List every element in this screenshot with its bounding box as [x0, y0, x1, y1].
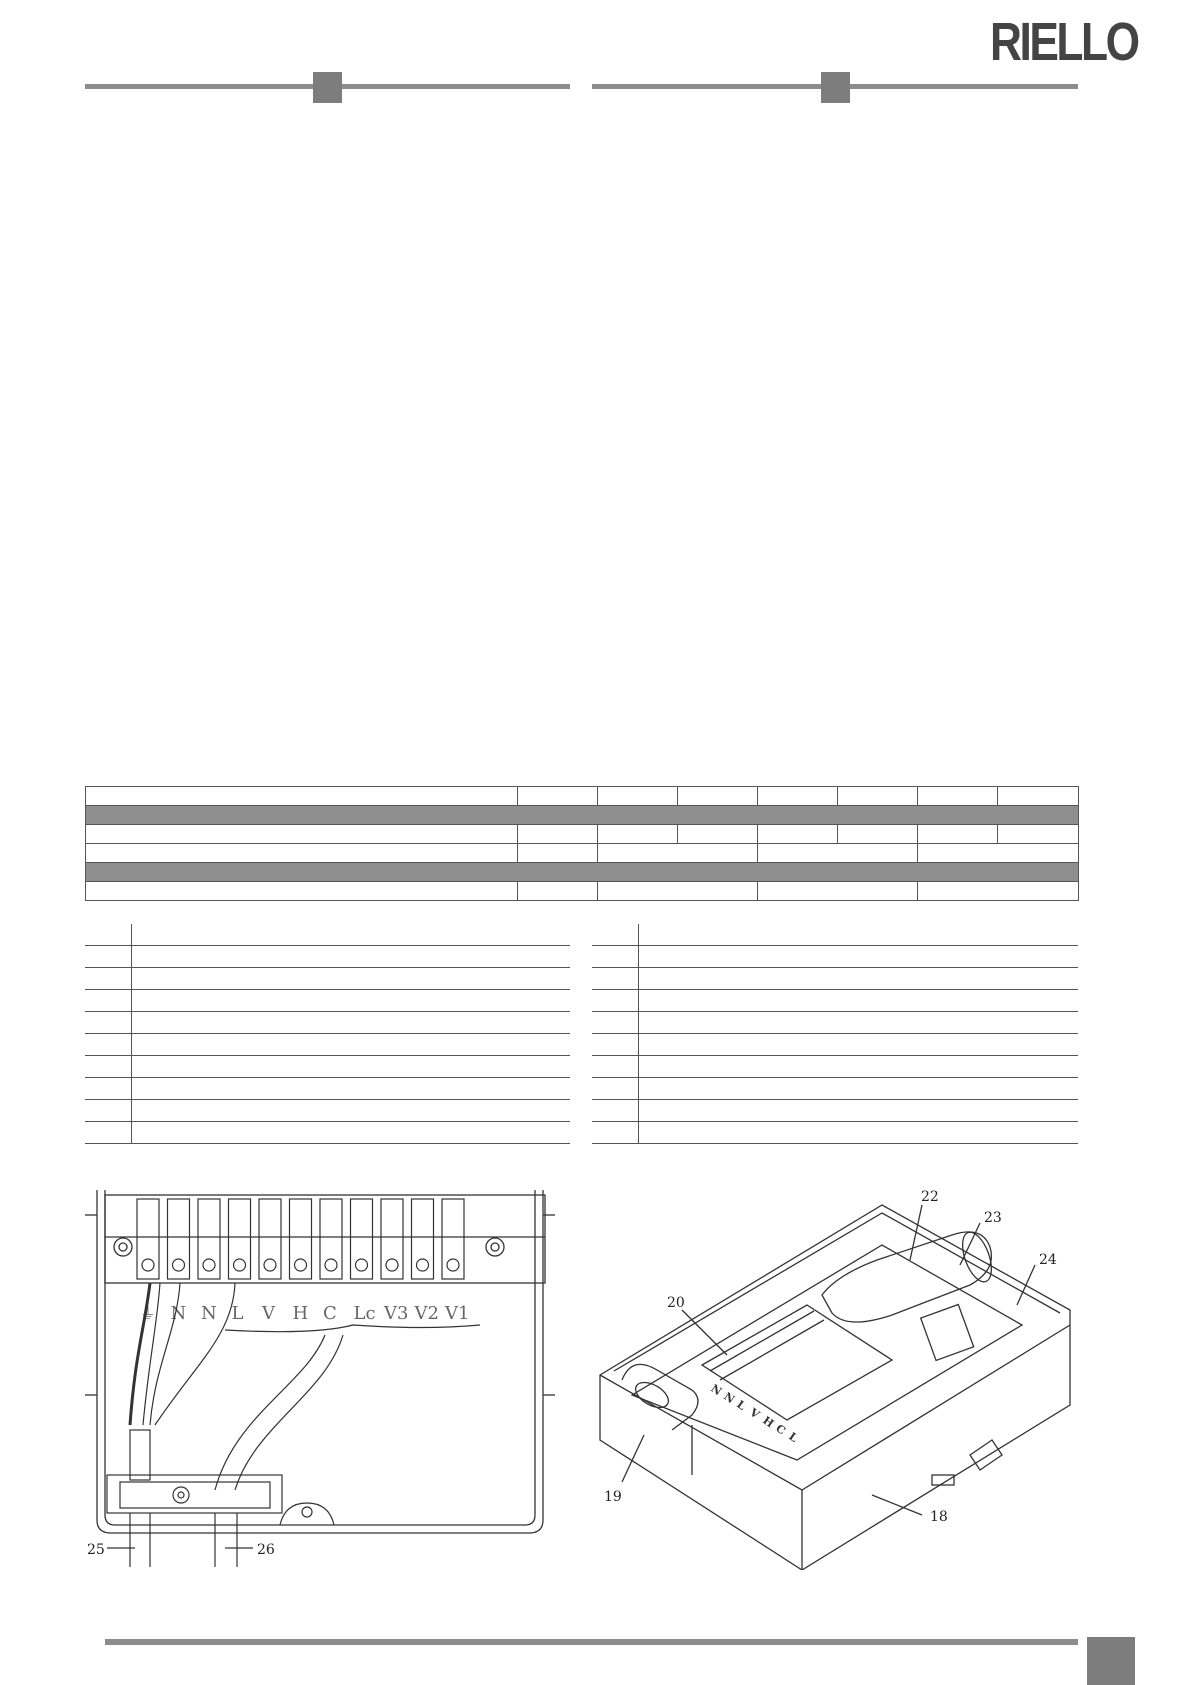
- terminal-screw: [417, 1259, 429, 1271]
- legend-row: [85, 1078, 570, 1100]
- terminal-screw: [173, 1259, 185, 1271]
- box-terminal-label: V: [747, 1405, 762, 1422]
- box-terminal-label: N: [721, 1389, 737, 1407]
- terminal-cell: [137, 1199, 159, 1279]
- terminal-label: V2: [414, 1303, 439, 1324]
- terminal-label: N: [201, 1303, 217, 1324]
- box-terminal-label: L: [786, 1429, 801, 1445]
- legend-row: [592, 1056, 1078, 1078]
- terminal-screw: [234, 1259, 246, 1271]
- legend-row: [85, 968, 570, 990]
- terminal-cell: [168, 1199, 190, 1279]
- terminal-cell: [381, 1199, 403, 1279]
- legend-row: [85, 1012, 570, 1034]
- terminal-cell: [229, 1199, 251, 1279]
- terminal-cell: [320, 1199, 342, 1279]
- legend-row: [592, 1012, 1078, 1034]
- legend-row: [592, 1078, 1078, 1100]
- terminal-cell: [351, 1199, 373, 1279]
- page-number-box: [1087, 1637, 1135, 1685]
- box-terminal-label: C: [773, 1421, 788, 1438]
- terminal-label: N: [170, 1303, 187, 1324]
- terminal-label: V3: [384, 1303, 409, 1324]
- header-marker-right: [821, 72, 850, 103]
- callout-22: 22: [921, 1189, 939, 1205]
- ground-icon: ⏚: [140, 1304, 157, 1323]
- terminal-cell: [259, 1199, 281, 1279]
- terminal-screw: [356, 1259, 368, 1271]
- table-band-row: [86, 806, 1079, 825]
- callout-23: 23: [984, 1210, 1002, 1226]
- legend-row: [85, 924, 570, 946]
- legend-row: [592, 924, 1078, 946]
- table-row: [86, 787, 1079, 806]
- legend-row: [592, 1034, 1078, 1056]
- terminal-screw: [295, 1259, 307, 1271]
- callout-20: 20: [667, 1295, 685, 1311]
- terminal-label: H: [292, 1303, 309, 1324]
- terminal-cell: [442, 1199, 464, 1279]
- terminal-screw: [264, 1259, 276, 1271]
- legend-row: [592, 1100, 1078, 1122]
- terminal-label: C: [323, 1303, 337, 1324]
- box-terminal-label: H: [760, 1413, 777, 1431]
- callout-19: 19: [604, 1489, 622, 1505]
- table-row: [86, 825, 1079, 844]
- box-terminal-label: N: [708, 1381, 724, 1399]
- legend-row: [85, 1034, 570, 1056]
- legend-row: [85, 1100, 570, 1122]
- junction-box-figure: [592, 1185, 1078, 1570]
- table-row: [86, 844, 1079, 863]
- callout-26: 26: [257, 1542, 275, 1558]
- terminal-screw: [203, 1259, 215, 1271]
- terminal-screw: [142, 1259, 154, 1271]
- terminal-screw: [386, 1259, 398, 1271]
- legend-table-left: [85, 924, 570, 1144]
- callout-25: 25: [87, 1542, 105, 1558]
- header-marker-left: [313, 72, 342, 103]
- box-terminal-label: L: [734, 1397, 749, 1413]
- terminal-board-figure: [85, 1185, 570, 1570]
- technical-data-table: [85, 786, 1079, 901]
- terminal-label: L: [231, 1303, 244, 1324]
- terminal-label: V: [262, 1303, 275, 1324]
- terminal-label: V1: [445, 1303, 470, 1324]
- legend-row: [85, 946, 570, 968]
- callout-24: 24: [1039, 1252, 1057, 1268]
- legend-row: [85, 1122, 570, 1144]
- table-band-row: [86, 863, 1079, 882]
- legend-row: [592, 990, 1078, 1012]
- callout-18: 18: [930, 1509, 948, 1525]
- terminal-screw: [325, 1259, 337, 1271]
- terminal-label: Lc: [353, 1303, 376, 1324]
- legend-table-right: [592, 924, 1078, 1144]
- legend-row: [592, 1122, 1078, 1144]
- terminal-cell: [290, 1199, 312, 1279]
- table-row: [86, 882, 1079, 901]
- brand-logo: RIELLO: [990, 12, 1138, 72]
- legend-row: [85, 1056, 570, 1078]
- legend-row: [592, 968, 1078, 990]
- legend-row: [85, 990, 570, 1012]
- legend-row: [592, 946, 1078, 968]
- terminal-screw: [447, 1259, 459, 1271]
- terminal-cell: [412, 1199, 434, 1279]
- footer-rule: [105, 1639, 1078, 1645]
- terminal-cell: [198, 1199, 220, 1279]
